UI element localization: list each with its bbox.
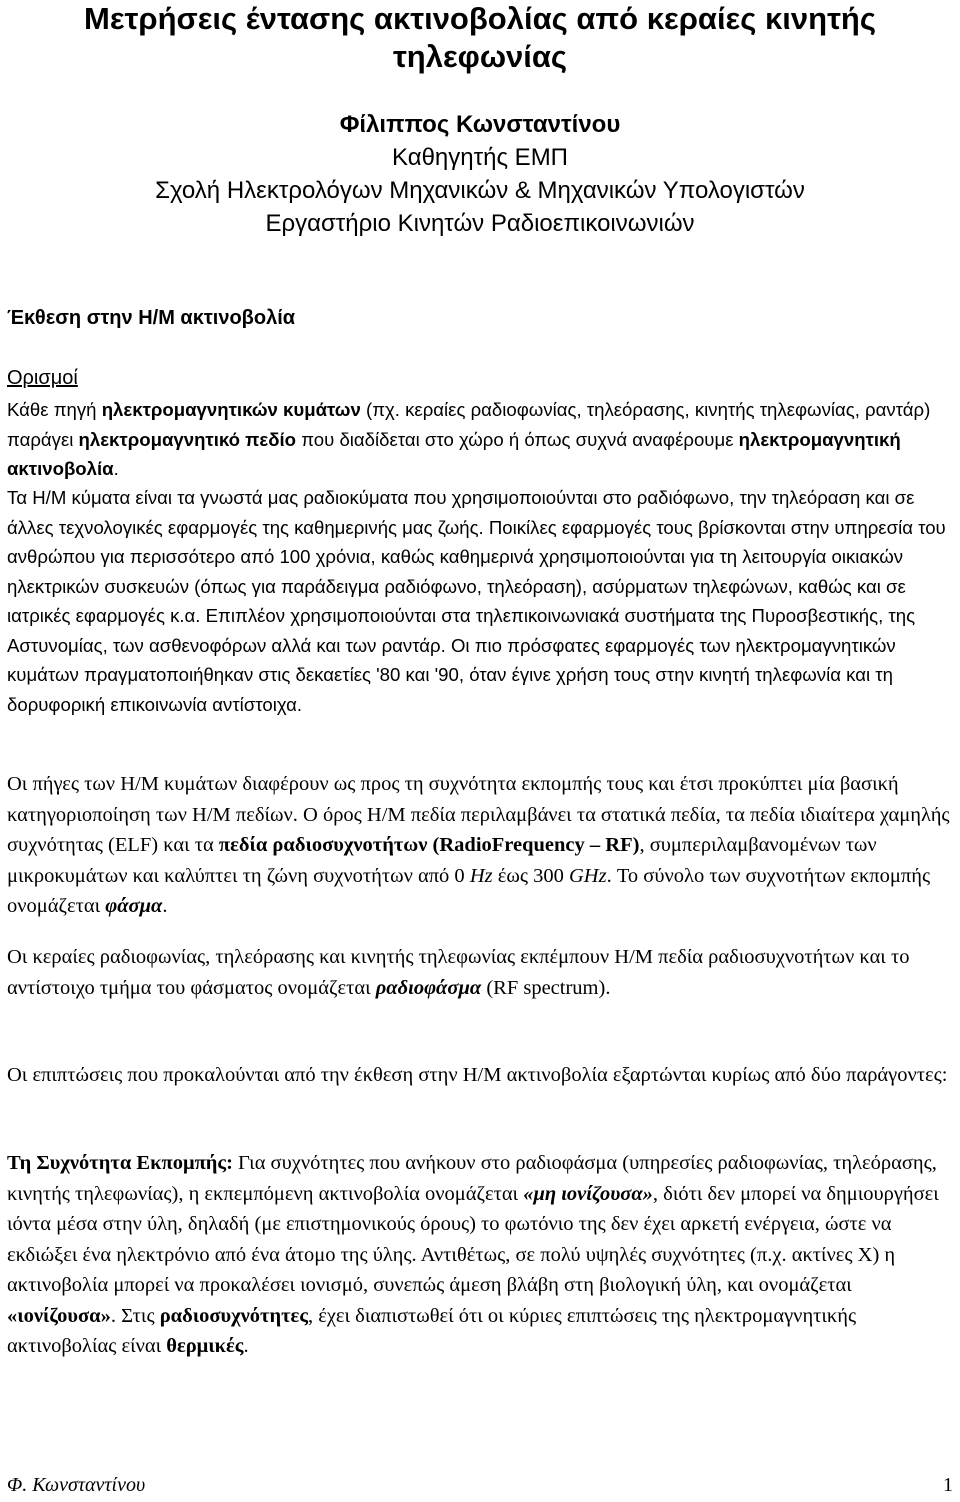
bold-italic-run: «μη ιονίζουσα»: [523, 1182, 653, 1205]
italic-run: GHz: [568, 864, 607, 887]
bold-run: πεδία ραδιοσυχνοτήτων (RadioFrequency – RF): [218, 834, 640, 856]
title-line-1: Μετρήσεις έντασης ακτινοβολίας από κεραίες κινητής: [84, 1, 876, 36]
section-heading: Έκθεση στην Η/Μ ακτινοβολία: [7, 307, 296, 329]
author-lab: Εργαστήριο Κινητών Ραδιοεπικοινωνιών: [265, 210, 695, 237]
footer-author: Φ. Κωνσταντίνου: [7, 1474, 146, 1496]
author-block: [0, 108, 960, 240]
page-footer: [7, 1474, 953, 1497]
bold-run: «ιονίζουσα»: [7, 1304, 111, 1327]
bold-run: θερμικές: [166, 1335, 244, 1357]
text-run: έως 300: [492, 864, 569, 887]
paragraph-effects: Οι επιπτώσεις που προκαλούνται από την έκθεση στην Η/Μ ακτινοβολία εξαρτώνται κυρίως από δύο παράγοντες:: [7, 1064, 948, 1086]
text-run: (RF spectrum).: [481, 976, 611, 999]
text-run: (πχ. κεραίες ραδιοφωνίας, τηλεόρασης, κινητής τηλεφωνίας, ραντάρ) παράγει: [7, 399, 931, 450]
text-run: που διαδίδεται στο χώρο ή όπως συχνά αναφέρουμε: [296, 428, 739, 450]
text-run: . Το σύνολο των συχνοτήτων εκπομπής ονομάζεται: [7, 864, 931, 917]
text-run: Για συχνότητες που ανήκουν στο ραδιοφάσμα (υπηρεσίες ραδιοφωνίας, τηλεόρασης, κινητής τηλεφωνίας), η εκπεμπόμενη ακτινοβολία ονομάζεται: [7, 1152, 937, 1205]
text-run: .: [113, 458, 119, 479]
paragraph-applications: Τα Η/Μ κύματα είναι τα γνωστά μας ραδιοκύματα που χρησιμοποιούνται στο ραδιόφωνο, την τηλεόραση και σε άλλες τεχνολογικές εφαρμογές της καθημερινής μας ζωής. Ποικίλες εφαρμογές τους βρίσκονται στην υπηρεσία του ανθρώπου για περισσότερο από 100 χρόνια, καθώς καθημερινά χρησιμοποιούνται για τη λειτουργία οικιακών ηλεκτρικών συσκευών (όπως για παράδειγμα ραδιόφωνο, τηλεόραση), ασύρματων τηλεφώνων, καθώς και σε ιατρικές εφαρμογές κ.α. Επιπλέον χρησιμοποιούνται στα τηλεπικοινωνιακά συστήματα της Πυροσβεστικής, της Αστυνομίας, των ασθενοφόρων αλλά και των ραντάρ. Οι πιο πρόσφατες εφαρμογές των ηλεκτρομαγνητικών κυμάτων πραγματοποιήθηκαν στις δεκαετίες '80 και '90, όταν έγινε χρήση τους στην κινητή τηλεφωνία και τη δορυφορική επικοινωνία αντίστοιχα.: [7, 487, 946, 715]
text-run: , συμπεριλαμβανομένων των μικροκυμάτων και καλύπτει τη ζώνη συχνοτήτων από 0: [7, 834, 877, 887]
author-role: Καθηγητής ΕΜΠ: [391, 144, 569, 171]
paragraph-frequency: [7, 1148, 957, 1362]
paragraph-sources: [7, 769, 957, 922]
bold-run: ηλεκτρομαγνητική ακτινοβολία: [7, 428, 901, 479]
text-run: .: [243, 1335, 249, 1357]
subsection-heading: Ορισμοί: [7, 367, 78, 389]
text-run: , διότι δεν μπορεί να δημιουργήσει ιόντα μέσα στην ύλη, δηλαδή (με επιστημονικούς όρους) το φωτόνιο της δεν έχει αρκετή ενέργεια, ώστε να εκδιώξει ένα ηλεκτρόνιο από ένα άτομο της ύλης. Αντιθέτως, σε πολύ υψηλές συχνότητες (π.χ. ακτίνες Χ) η ακτινοβολία μπορεί να προκαλέσει ιονισμό, συνεπώς άμεση βλάβη στη βιολογική ύλη, και ονομάζεται: [7, 1182, 939, 1296]
bold-italic-run: φάσμα: [105, 895, 163, 917]
bold-run: ηλεκτρομαγνητικό πεδίο: [78, 428, 297, 450]
text-run: Οι πήγες των Η/Μ κυμάτων διαφέρουν ως προς τη συχνότητα εκπομπής τους και έτσι προκύπτει μία βασική κατηγοριοποίηση των Η/Μ πεδίων. Ο όρος Η/Μ πεδία περιλαμβάνει τα στατικά πεδία, τα πεδία ιδιαίτερα χαμηλής συχνότητας (ELF) και τα: [7, 773, 950, 856]
document-title: [0, 0, 960, 76]
paragraph-definition: [7, 395, 953, 484]
title-line-2: τηλεφωνίας: [392, 39, 568, 74]
text-run: Κάθε πηγή: [7, 399, 102, 420]
author-school: Σχολή Ηλεκτρολόγων Μηχανικών & Μηχανικών Υπολογιστών: [155, 177, 805, 204]
bold-run: ηλεκτρομαγνητικών κυμάτων: [101, 399, 361, 420]
paragraph-antennas: [7, 942, 957, 1003]
page-number: 1: [943, 1474, 953, 1496]
text-run: .: [162, 895, 168, 917]
text-run: . Στις: [110, 1304, 160, 1327]
italic-run: Hz: [469, 864, 493, 887]
bold-run: Τη Συχνότητα Εκπομπής:: [7, 1152, 233, 1174]
author-name: Φίλιππος Κωνσταντίνου: [339, 111, 621, 138]
text-run: , έχει διαπιστωθεί ότι οι κύριες επιπτώσεις της ηλεκτρομαγνητικής ακτινοβολίας είναι: [7, 1304, 857, 1357]
text-run: Οι κεραίες ραδιοφωνίας, τηλεόρασης και κινητής τηλεφωνίας εκπέμπουν Η/Μ πεδία ραδιοσυχνοτήτων και το αντίστοιχο τμήμα του φάσματος ονομάζεται: [7, 946, 910, 999]
bold-run: ραδιοσυχνότητες: [159, 1304, 308, 1327]
bold-italic-run: ραδιοφάσμα: [375, 976, 482, 999]
